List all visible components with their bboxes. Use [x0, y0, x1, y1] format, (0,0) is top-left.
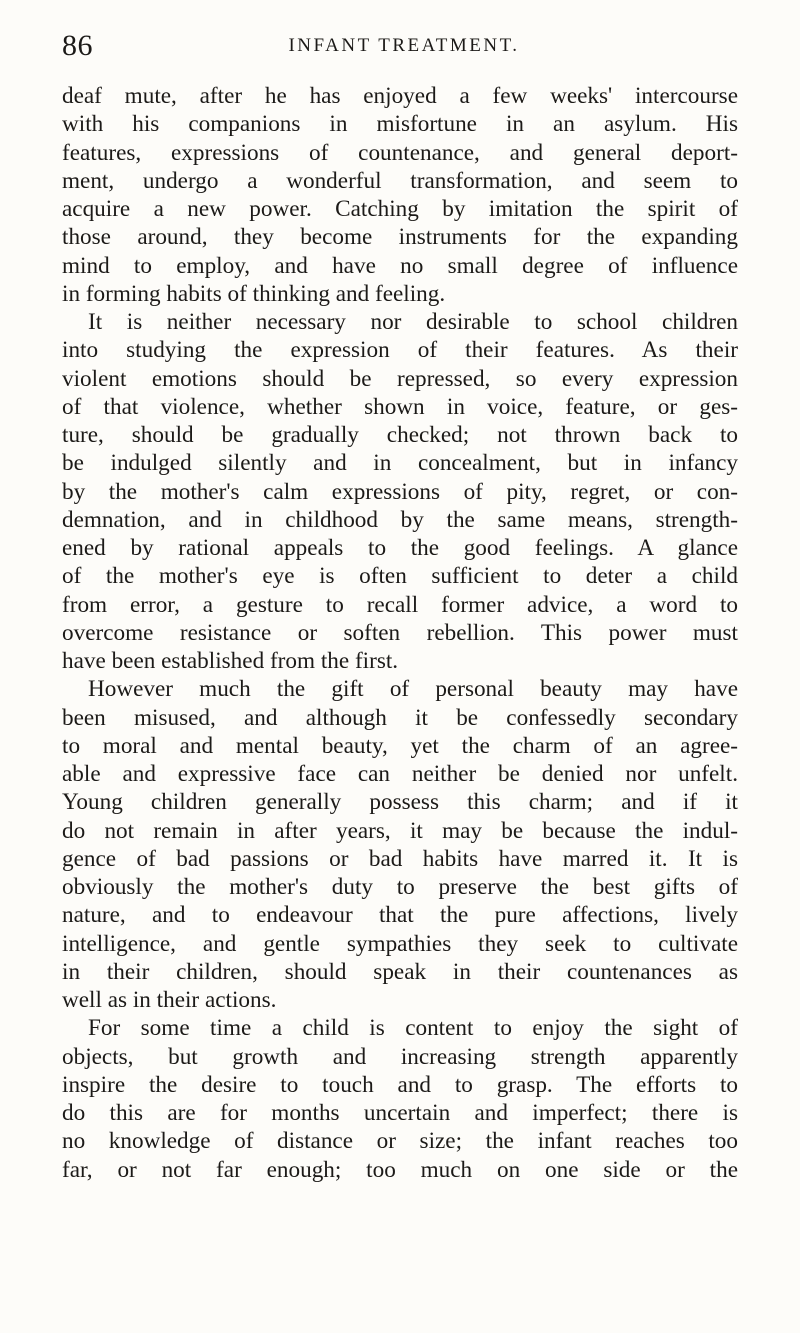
text-line: mind to employ, and have no small degree of influence — [62, 252, 738, 279]
text-line: in their children, should speak in their countenances as — [62, 958, 738, 985]
text-line: features, expressions of countenance, and general deport- — [62, 139, 738, 166]
text-line: Young children generally possess this charm; and if it — [62, 789, 738, 816]
text-line: to moral and mental beauty, yet the charm of an agree- — [62, 732, 738, 759]
text-line: far, or not far enough; too much on one side or the — [62, 1156, 738, 1183]
text-line: deaf mute, after he has enjoyed a few weeks' intercourse — [62, 83, 738, 109]
body-text — [62, 82, 738, 1184]
text-line: For some time a child is content to enjoy the sight of — [88, 1015, 738, 1042]
text-line: violent emotions should be repressed, so every expression — [62, 365, 738, 392]
text-line: obviously the mother's duty to preserve the best gifts of — [62, 874, 738, 900]
text-line: from error, a gesture to recall former advice, a word to — [62, 591, 738, 618]
text-line: those around, they become instruments for the expanding — [62, 224, 738, 251]
text-line: by the mother's calm expressions of pity, regret, or con- — [62, 478, 738, 505]
text-line: be indulged silently and in concealment, but in infancy — [62, 450, 738, 477]
text-line: able and expressive face can neither be denied nor unfelt. — [62, 761, 738, 787]
page-header — [62, 26, 738, 66]
text-line: ture, should be gradually checked; not thrown back to — [62, 422, 738, 448]
text-line: ened by rational appeals to the good feelings. A glance — [62, 535, 738, 561]
text-line: demnation, and in childhood by the same means, strength- — [62, 506, 738, 533]
text-line: overcome resistance or soften rebellion. This power must — [62, 619, 738, 646]
text-line: do this are for months uncertain and imperfect; there is — [62, 1100, 738, 1126]
text-line: gence of bad passions or bad habits have marred it. It is — [62, 845, 738, 872]
text-line: However much the gift of personal beauty may have — [88, 676, 738, 703]
text-line: intelligence, and gentle sympathies they seek to cultivate — [62, 930, 738, 957]
text-line: of the mother's eye is often sufficient to deter a child — [62, 563, 738, 590]
text-line: do not remain in after years, it may be because the indul- — [62, 817, 738, 844]
text-line: well as in their actions. — [62, 987, 277, 1013]
text-line: nature, and to endeavour that the pure affections, lively — [62, 902, 738, 929]
text-line: with his companions in misfortune in an asylum. His — [62, 111, 738, 138]
text-line: inspire the desire to touch and to grasp. The efforts to — [62, 1071, 738, 1098]
text-line: in forming habits of thinking and feeling. — [62, 280, 446, 307]
text-line: into studying the expression of their features. As their — [62, 337, 738, 364]
text-line: acquire a new power. Catching by imitation the spirit of — [62, 196, 738, 222]
text-line: been misused, and although it be confessedly secondary — [62, 704, 738, 731]
text-line: have been established from the first. — [62, 648, 399, 674]
text-line: no knowledge of distance or size; the infant reaches too — [62, 1128, 738, 1155]
text-line: objects, but growth and increasing strength apparently — [62, 1043, 738, 1070]
text-line: of that violence, whether shown in voice, feature, or ges- — [62, 393, 738, 420]
text-line: ment, undergo a wonderful transformation, and seem to — [62, 167, 738, 194]
page-number: 86 — [62, 29, 93, 62]
running-title: INFANT TREATMENT. — [288, 35, 520, 56]
text-line: It is neither necessary nor desirable to school children — [88, 309, 738, 335]
